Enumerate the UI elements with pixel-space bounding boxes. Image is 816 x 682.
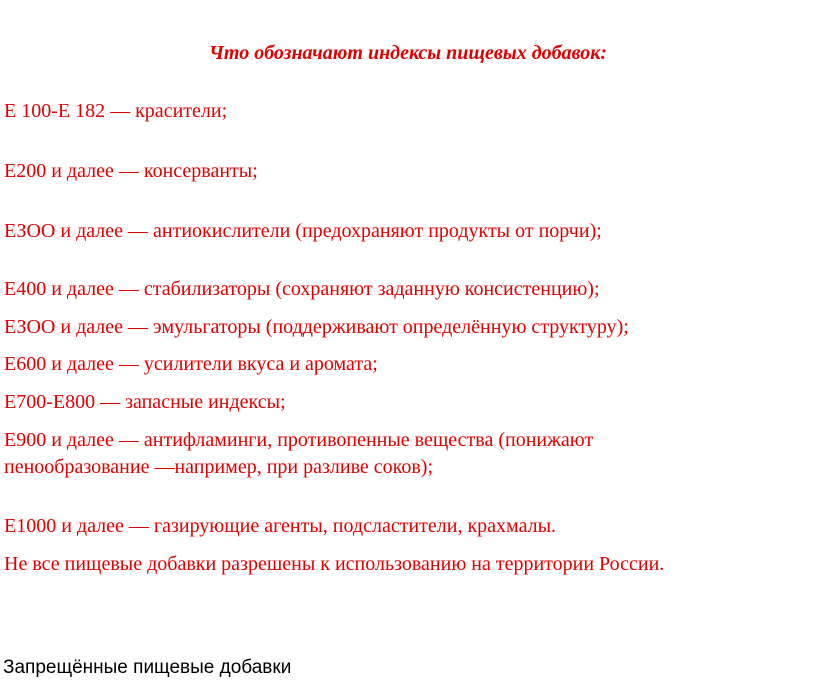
list-item-e600: Е600 и далее — усилители вкуса и аромата; bbox=[4, 353, 378, 375]
page-title: Что обозначают индексы пищевых добавок: bbox=[208, 42, 608, 64]
list-item-e900: Е900 и далее — антифламинги, противопенные вещества (понижают пенообразование —например, при разливе соков); bbox=[4, 429, 594, 478]
list-item-e700-e800: Е700-Е800 — запасные индексы; bbox=[4, 391, 286, 413]
list-item-e300-emulsifiers: ЕЗОО и далее — эмульгаторы (поддерживают определённую структуру); bbox=[4, 316, 629, 338]
list-item-e1000: Е1000 и далее — газирующие агенты, подсластители, крахмалы. bbox=[4, 515, 557, 537]
section-heading-banned-additives: Запрещённые пищевые добавки bbox=[3, 657, 292, 678]
list-item-e200: Е200 и далее — консерванты; bbox=[4, 160, 258, 182]
note-not-all-allowed: Не все пищевые добавки разрешены к использованию на территории России. bbox=[4, 553, 665, 575]
list-item-e100-e182: Е 100-Е 182 — красители; bbox=[4, 100, 228, 122]
list-item-e300-antioxidants: ЕЗОО и далее — антиокислители (предохраняют продукты от порчи); bbox=[4, 220, 602, 242]
list-item-e400: Е400 и далее — стабилизаторы (сохраняют заданную консистенцию); bbox=[4, 278, 600, 300]
